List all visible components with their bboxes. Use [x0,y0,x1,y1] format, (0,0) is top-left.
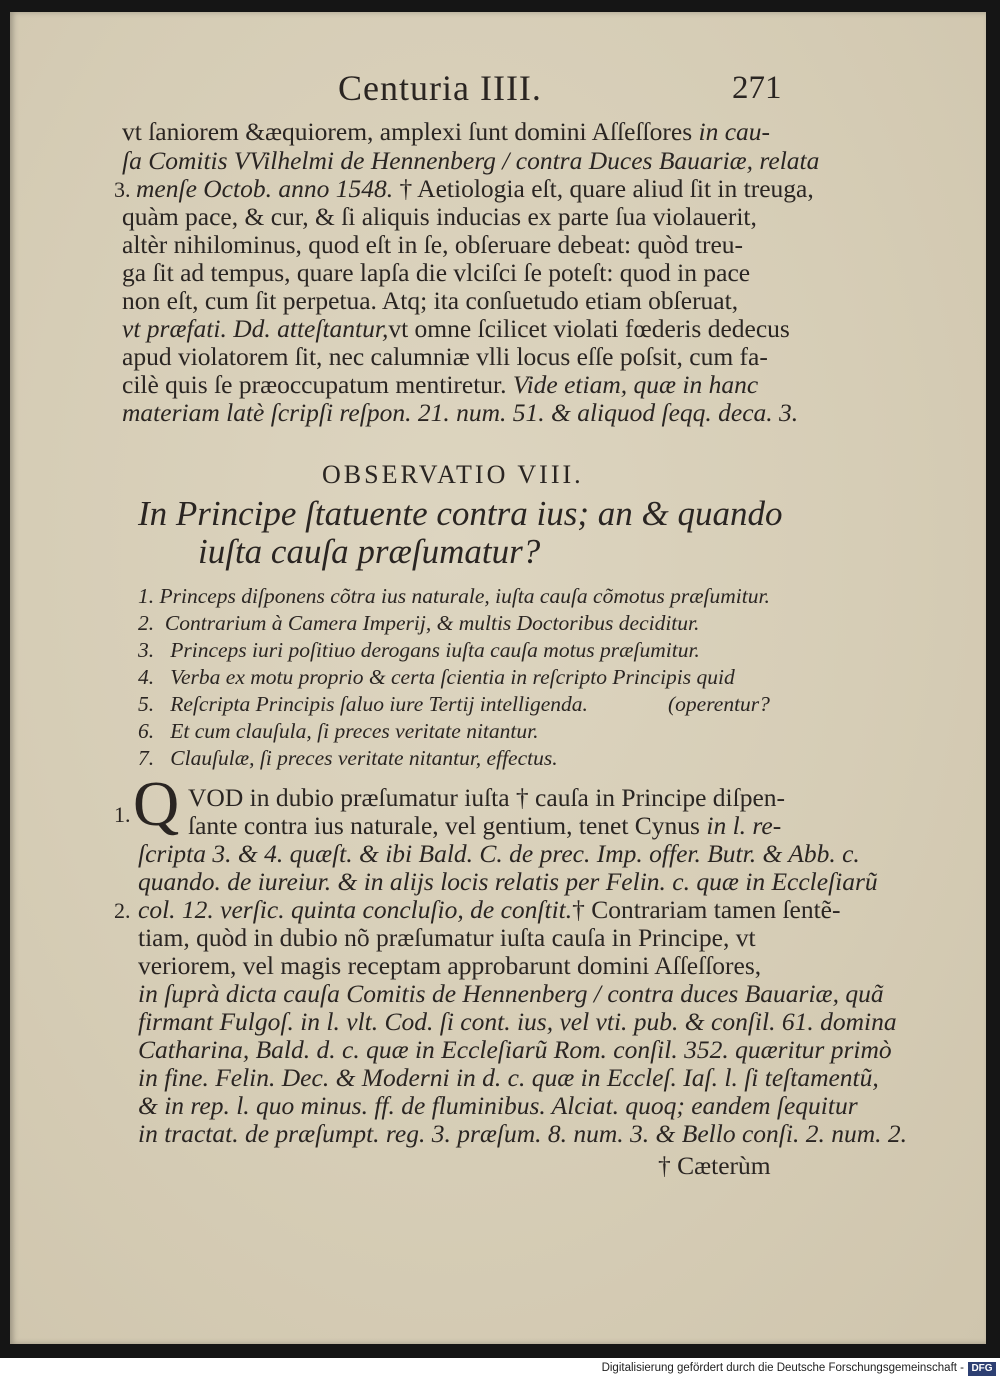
summary-item: 2. Contrarium à Camera Imperij, & multis Doctoribus deciditur. [138,611,700,635]
summary-item: 6. Et cum clauſula, ſi preces veritate nitantur. [138,719,539,743]
text-line: altèr nihilominus, quod eſt in ſe, obſeruare debeat: quòd treu- [122,230,744,259]
dfg-logo: DFG [968,1362,996,1376]
summary-item: 7. Clauſulæ, ſi preces veritate nitantur, effectus. [138,746,558,770]
summary-item: 5. Reſcripta Principis ſaluo iure Tertij intelligenda. [138,692,588,716]
text-line: in fine. Felin. Dec. & Moderni in d. c. quæ in Eccleſ. Iaſ. l. ſi teſtamentũ, [138,1063,879,1092]
summary-item: 3. Princeps iuri poſitiuo derogans iuſta cauſa motus præſumitur. [138,638,700,662]
text-line: firmant Fulgoſ. in l. vlt. Cod. ſi cont. ius, vel vti. pub. & conſil. 61. domina [138,1007,897,1036]
text-line: Catharina, Bald. d. c. quæ in Eccleſiarũ Rom. conſil. 352. quæritur primò [138,1035,892,1064]
observatio-heading: iuſta cauſa præſumatur? [198,532,541,571]
text-line: in tractat. de præſumpt. reg. 3. præſum. 8. num. 3. & Bello conſi. 2. num. 2. [138,1119,907,1148]
text-line: materiam latè ſcripſi reſpon. 21. num. 51. & aliquod ſeqq. deca. 3. [122,398,799,427]
text-line: menſe Octob. anno 1548. † Aetiologia eſt, quare aliud ſit in treuga, [136,174,814,203]
text-line: non eſt, cum ſit perpetua. Atq; ita conſuetudo etiam obſeruat, [122,286,739,315]
catchword: † Cæterùm [658,1151,771,1180]
text-line: VOD in dubio præſumatur iuſta † cauſa in Principe diſpen- [188,783,786,812]
text-line: in ſuprà dicta cauſa Comitis de Hennenberg / contra duces Bauariæ, quã [138,979,884,1008]
text-line: quando. de iureiur. & in alijs locis relatis per Felin. c. quæ in Eccleſiarũ [138,867,878,896]
margin-number: 2. [114,898,131,923]
text-line: & in rep. l. quo minus. ff. de fluminibus. Alciat. quoq; eandem ſequitur [138,1091,858,1120]
page-number: 271 [732,70,782,106]
summary-item: 4. Verba ex motu proprio & certa ſcientia in reſcripto Principis quid [138,665,735,689]
text-line: apud violatorem ſit, nec calumniæ vlli locus eſſe poſsit, cum fa- [122,342,768,371]
observatio-heading: In Principe ſtatuente contra ius; an & quando [138,494,783,533]
text-line: cilè quis ſe præoccupatum mentiretur. Vide etiam, quæ in hanc [122,370,759,399]
margin-number: 3. [114,177,131,202]
book-page [10,12,986,1344]
observatio-title: OBSERVATIO VIII. [322,460,584,489]
text-line: tiam, quòd in dubio nõ præſumatur iuſta cauſa in Principe, vt [138,923,756,952]
summary-item-continuation: (operentur? [668,692,770,716]
summary-item: 1. Princeps diſponens cõtra ius naturale, iuſta cauſa cõmotus præſumitur. [138,584,770,608]
text-line: col. 12. verſic. quinta concluſio, de conſtit.† Contrariam tamen ſentẽ- [138,895,841,924]
footer-credit: Digitalisierung gefördert durch die Deutsche Forschungsgemeinschaft - [601,1362,964,1374]
text-line: veriorem, vel magis receptam approbarunt domini Aſſeſſores, [138,951,762,980]
running-header-title: Centuria IIII. [338,68,542,108]
text-line: ga ſit ad tempus, quare lapſa die vlciſci ſe poteſt: quod in pace [122,258,751,287]
text-line: vt ſaniorem &æquiorem, amplexi ſunt domini Aſſeſſores in cau- [122,117,771,146]
text-line: ſante contra ius naturale, vel gentium, tenet Cynus in l. re- [188,811,782,840]
drop-cap: Q [133,768,180,839]
text-line: ſa Comitis VVilhelmi de Hennenberg / contra Duces Bauariæ, relata [122,146,820,175]
text-line: vt præfati. Dd. atteſtantur,vt omne ſcilicet violati fœderis dedecus [122,314,790,343]
text-line: quàm pace, & cur, & ſi aliquis inducias ex parte ſua violauerit, [122,202,757,231]
margin-number: 1. [114,802,131,827]
text-line: ſcripta 3. & 4. quæſt. & ibi Bald. C. de prec. Imp. offer. Butr. & Abb. c. [138,839,860,868]
